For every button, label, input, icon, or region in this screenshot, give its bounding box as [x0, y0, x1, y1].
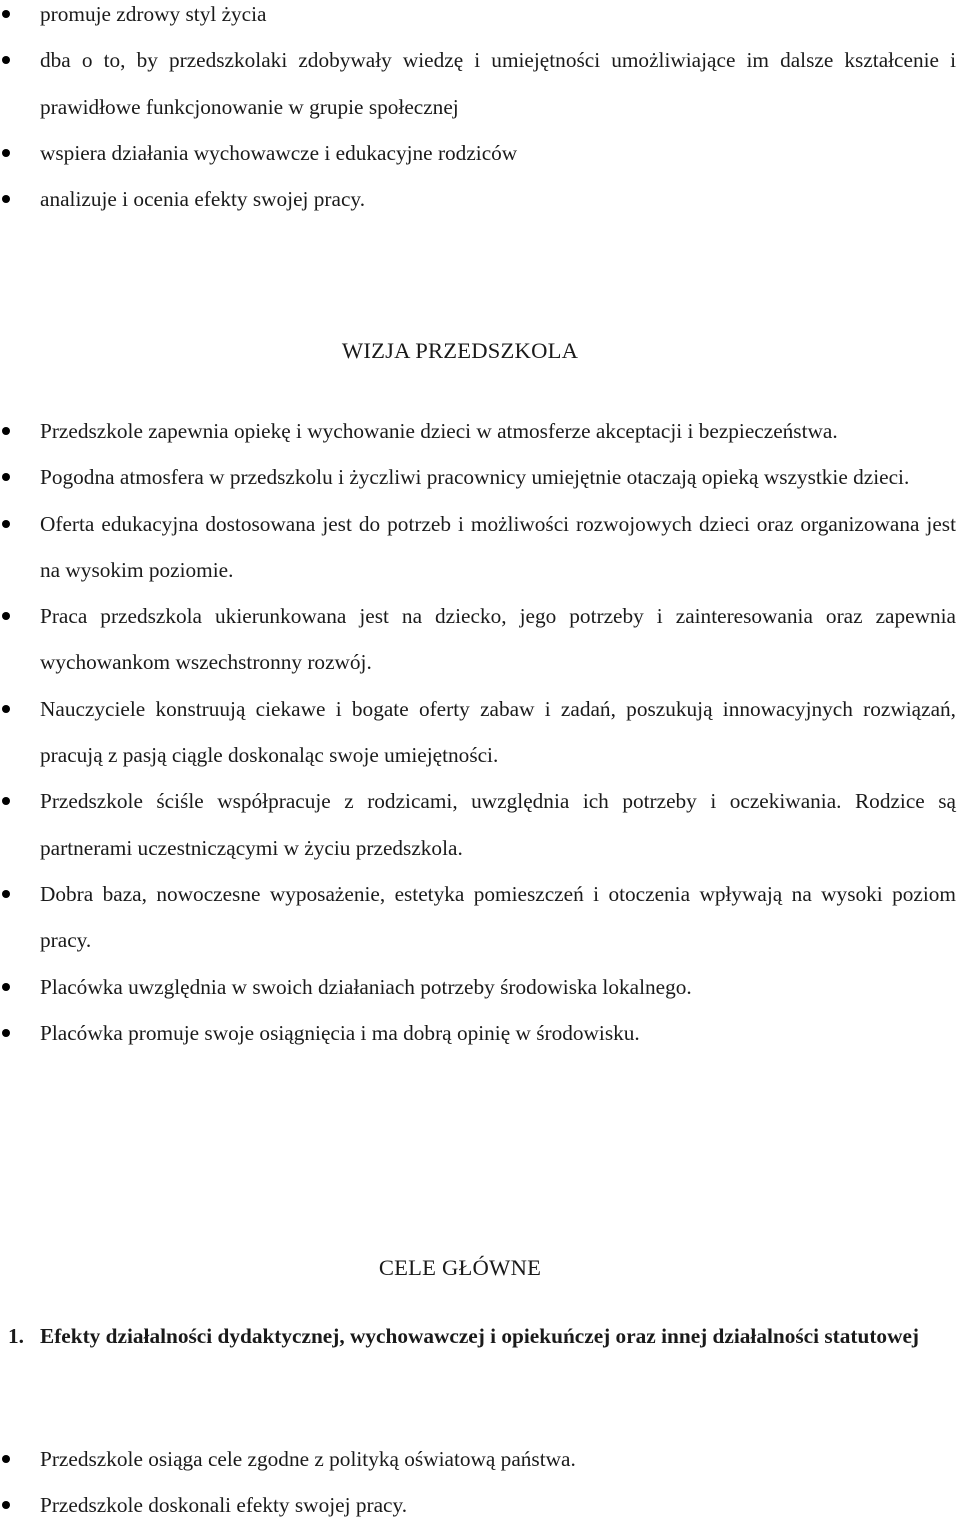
goal-section-title	[0, 1313, 956, 1359]
list-item: Przedszkole zapewnia opiekę i wychowanie dzieci w atmosferze akceptacji i bezpieczeństwa.	[0, 408, 956, 454]
list-item: wspiera działania wychowawcze i edukacyjne rodziców	[0, 130, 956, 176]
bullet-icon	[2, 56, 10, 64]
bullet-icon	[2, 797, 10, 805]
bullet-icon	[2, 473, 10, 481]
bullet-icon	[2, 612, 10, 620]
bullet-icon	[2, 149, 10, 157]
vision-bullet-list	[0, 408, 956, 1056]
list-item: Nauczyciele konstruują ciekawe i bogate oferty zabaw i zadań, poszukują innowacyjnych rozwiązań, pracują z pasją ciągle doskonaląc swoje umiejętności.	[0, 686, 956, 779]
bullet-icon	[2, 10, 10, 18]
list-item: Przedszkole ściśle współpracuje z rodzicami, uwzględnia ich potrzeby i oczekiwania. Rodzice są partnerami uczestniczącymi w życiu przedszkola.	[0, 778, 956, 871]
list-item: Pogodna atmosfera w przedszkolu i życzliwi pracownicy umiejętnie otaczają opieką wszystkie dzieci.	[0, 454, 956, 500]
list-item: dba o to, by przedszkolaki zdobywały wiedzę i umiejętności umożliwiające im dalsze kształcenie i prawidłowe funkcjonowanie w grupie społecznej	[0, 37, 956, 130]
list-item: Praca przedszkola ukierunkowana jest na dziecko, jego potrzeby i zainteresowania oraz zapewnia wychowankom wszechstronny rozwój.	[0, 593, 956, 686]
list-item: Przedszkole doskonali efekty swojej pracy.	[0, 1482, 956, 1528]
list-item: Placówka promuje swoje osiągnięcia i ma dobrą opinię w środowisku.	[0, 1010, 956, 1056]
list-item: Oferta edukacyjna dostosowana jest do potrzeb i możliwości rozwojowych dzieci oraz organizowana jest na wysokim poziomie.	[0, 501, 956, 594]
list-item: Przedszkole osiąga cele zgodne z polityką oświatową państwa.	[0, 1436, 956, 1482]
bullet-icon	[2, 427, 10, 435]
list-item: Dobra baza, nowoczesne wyposażenie, estetyka pomieszczeń i otoczenia wpływają na wysoki poziom pracy.	[0, 871, 956, 964]
list-item: analizuje i ocenia efekty swojej pracy.	[0, 176, 956, 222]
bullet-icon	[2, 705, 10, 713]
goals-heading: CELE GŁÓWNE	[378, 1255, 542, 1280]
bullet-icon	[2, 1501, 10, 1509]
top-bullet-list	[0, 0, 956, 222]
bullet-icon	[2, 1455, 10, 1463]
goals-bullet-list	[0, 1436, 956, 1529]
bullet-icon	[2, 983, 10, 991]
vision-heading: WIZJA PRZEDSZKOLA	[341, 338, 579, 363]
bullet-icon	[2, 890, 10, 898]
section-number: 1.	[8, 1324, 24, 1348]
list-item: promuje zdrowy styl życia	[0, 0, 956, 37]
bullet-icon	[2, 195, 10, 203]
list-item: Placówka uwzględnia w swoich działaniach potrzeby środowiska lokalnego.	[0, 964, 956, 1010]
bullet-icon	[2, 520, 10, 528]
section-title-text: Efekty działalności dydaktycznej, wychowawczej i opiekuńczej oraz innej działalności statutowej	[40, 1324, 920, 1348]
bullet-icon	[2, 1029, 10, 1037]
